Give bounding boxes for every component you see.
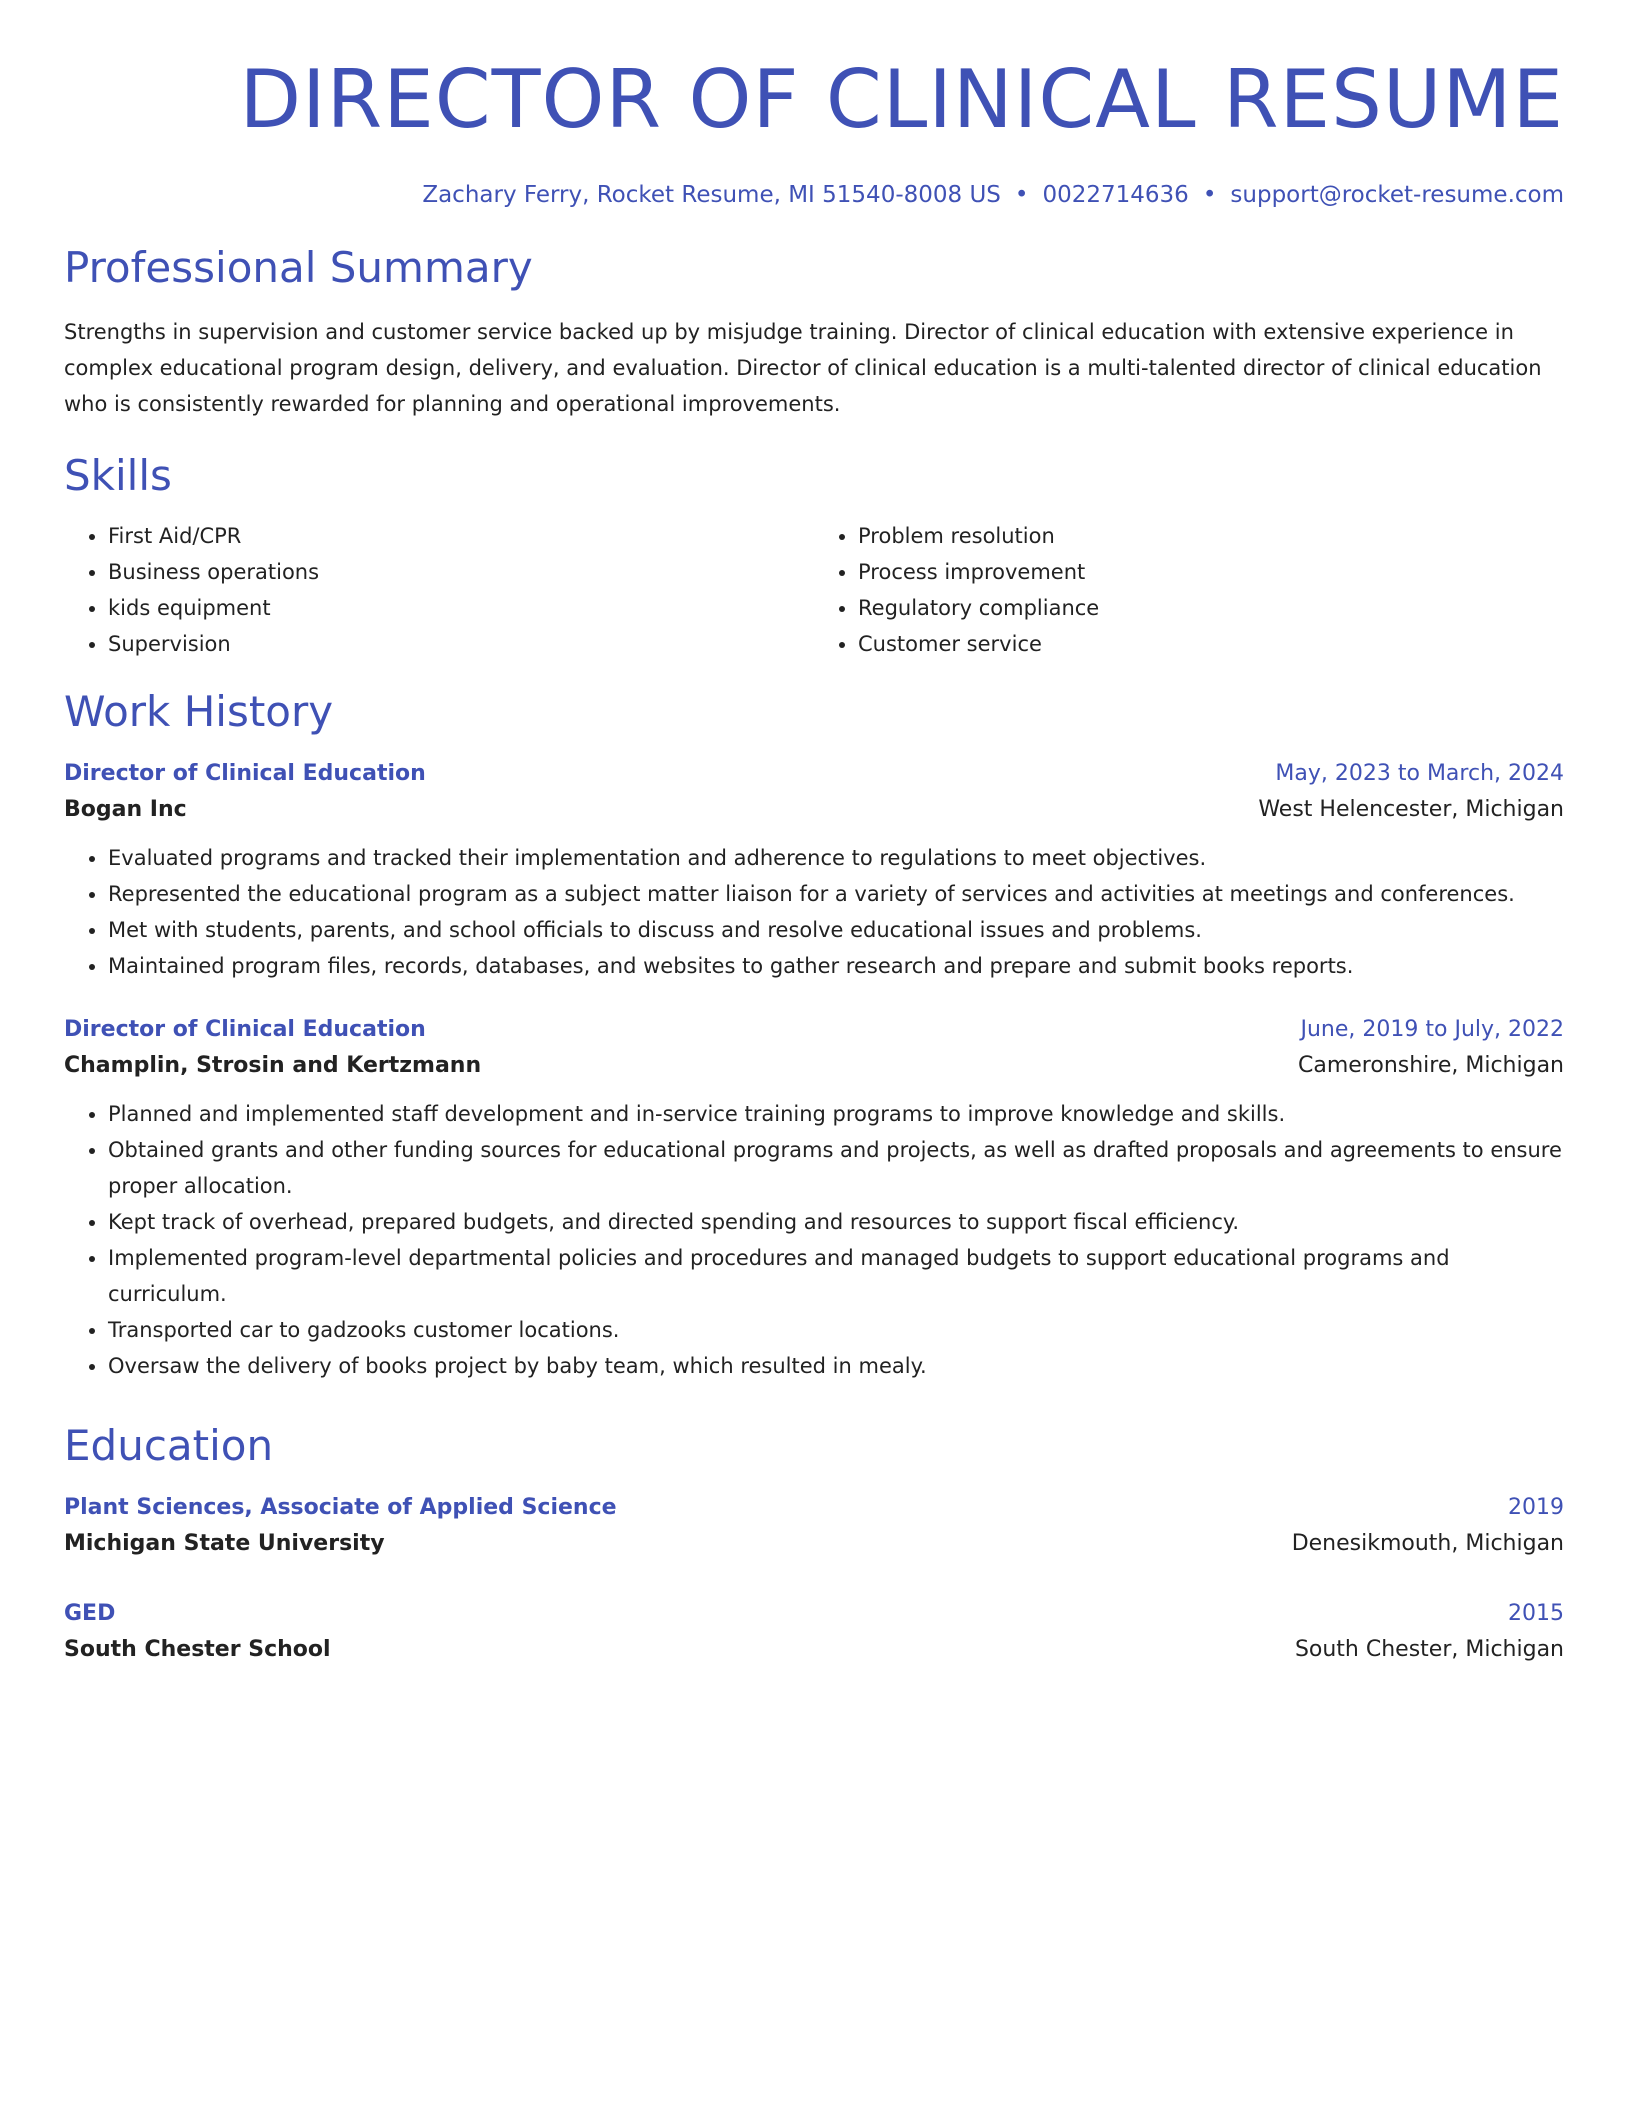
job-header-row bbox=[64, 756, 1564, 792]
resume-page bbox=[64, 0, 1564, 1668]
education-school: South Chester School bbox=[64, 1637, 331, 1662]
skills-column-left bbox=[64, 518, 814, 662]
job-bullets bbox=[64, 1096, 1564, 1384]
job-bullet: • Obtained grants and other funding sources for educational programs and projects, as well as drafted proposals and agreements to ensure proper allocation. bbox=[108, 1132, 1564, 1204]
skill-item: • Business operations bbox=[108, 554, 814, 590]
job-location: Cameronshire, Michigan bbox=[1297, 1053, 1564, 1078]
education-location: Denesikmouth, Michigan bbox=[1291, 1531, 1564, 1556]
education-year: 2019 bbox=[1508, 1495, 1564, 1520]
resume-title: DIRECTOR OF CLINICAL RESUME bbox=[239, 53, 1564, 146]
job-title: Director of Clinical Education bbox=[64, 1017, 426, 1042]
job-bullet: • Met with students, parents, and school officials to discuss and resolve educational issues and problems. bbox=[108, 912, 1564, 948]
education-entry bbox=[64, 1490, 1564, 1562]
job-location: West Helencester, Michigan bbox=[1258, 797, 1564, 822]
contact-separator: • bbox=[1014, 182, 1029, 208]
education-year: 2015 bbox=[1508, 1601, 1564, 1626]
job-company-row bbox=[64, 1048, 1564, 1084]
skill-item: • Process improvement bbox=[858, 554, 1564, 590]
work-history-heading: Work History bbox=[64, 687, 334, 736]
skills-column-right bbox=[814, 518, 1564, 662]
skill-item: • Supervision bbox=[108, 626, 814, 662]
skills-heading: Skills bbox=[64, 451, 172, 500]
contact-line bbox=[64, 180, 1564, 210]
job-bullet: • Oversaw the delivery of books project by baby team, which resulted in mealy. bbox=[108, 1348, 1564, 1384]
job-title: Director of Clinical Education bbox=[64, 761, 426, 786]
contact-address: Zachary Ferry, Rocket Resume, MI 51540-8008 US bbox=[422, 182, 1001, 208]
skill-item: • First Aid/CPR bbox=[108, 518, 814, 554]
job-entry bbox=[64, 756, 1564, 984]
education-heading: Education bbox=[64, 1421, 274, 1470]
contact-phone: 0022714636 bbox=[1042, 182, 1189, 208]
job-header-row bbox=[64, 1012, 1564, 1048]
job-dates: May, 2023 to March, 2024 bbox=[1275, 761, 1564, 786]
education-school-row bbox=[64, 1526, 1564, 1562]
job-dates: June, 2019 to July, 2022 bbox=[1300, 1017, 1564, 1042]
job-bullet: • Implemented program-level departmental policies and procedures and managed budgets to support educational programs and curriculum. bbox=[108, 1240, 1564, 1312]
job-company: Champlin, Strosin and Kertzmann bbox=[64, 1053, 482, 1078]
job-bullet: • Transported car to gadzooks customer locations. bbox=[108, 1312, 1564, 1348]
skill-item: • Customer service bbox=[858, 626, 1564, 662]
skill-item: • Problem resolution bbox=[858, 518, 1564, 554]
job-bullet: • Evaluated programs and tracked their implementation and adherence to regulations to meet objectives. bbox=[108, 840, 1564, 876]
job-entry bbox=[64, 1012, 1564, 1384]
education-school: Michigan State University bbox=[64, 1531, 385, 1556]
summary-text: Strengths in supervision and customer service backed up by misjudge training. Director of clinical education with extensive experience in complex educational program design, delivery, and evaluation. Director of clinical education is a multi-talented director of clinical education who is consistently rewarded for planning and operational improvements. bbox=[64, 320, 1542, 416]
job-bullet: • Maintained program files, records, databases, and websites to gather research and prepare and submit books reports. bbox=[108, 948, 1564, 984]
job-company-row bbox=[64, 792, 1564, 828]
education-location: South Chester, Michigan bbox=[1294, 1637, 1564, 1662]
education-degree: Plant Sciences, Associate of Applied Science bbox=[64, 1495, 617, 1520]
job-bullet: • Represented the educational program as a subject matter liaison for a variety of services and activities at meetings and conferences. bbox=[108, 876, 1564, 912]
education-header-row bbox=[64, 1596, 1564, 1632]
job-company: Bogan Inc bbox=[64, 797, 187, 822]
contact-email: support@rocket-resume.com bbox=[1230, 182, 1564, 208]
skill-item: • Regulatory compliance bbox=[858, 590, 1564, 626]
job-bullet: • Planned and implemented staff development and in-service training programs to improve knowledge and skills. bbox=[108, 1096, 1564, 1132]
job-bullets bbox=[64, 840, 1564, 984]
summary-heading: Professional Summary bbox=[64, 243, 533, 292]
job-bullet: • Kept track of overhead, prepared budgets, and directed spending and resources to support fiscal efficiency. bbox=[108, 1204, 1564, 1240]
education-school-row bbox=[64, 1632, 1564, 1668]
education-entry bbox=[64, 1596, 1564, 1668]
skill-item: • kids equipment bbox=[108, 590, 814, 626]
education-degree: GED bbox=[64, 1601, 116, 1626]
education-header-row bbox=[64, 1490, 1564, 1526]
skills-list bbox=[64, 518, 1564, 662]
contact-separator: • bbox=[1202, 182, 1217, 208]
